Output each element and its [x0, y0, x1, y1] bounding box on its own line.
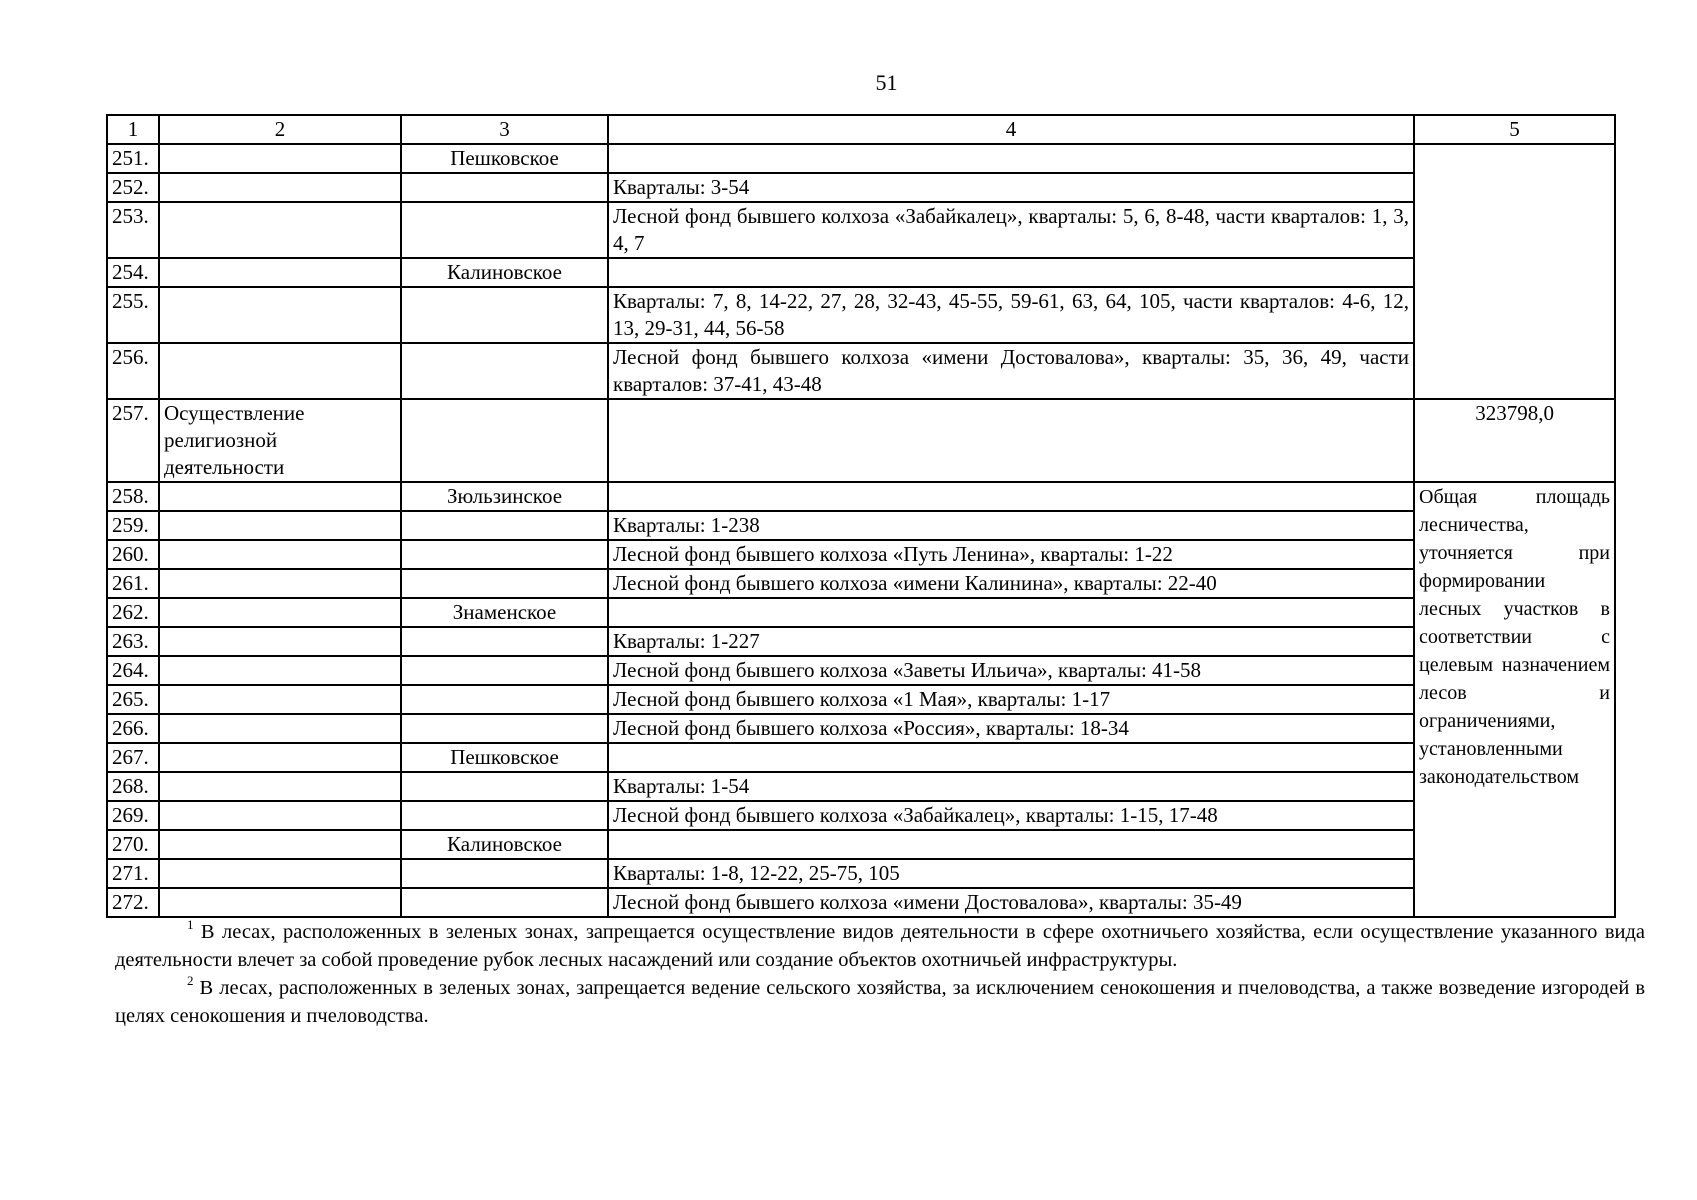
row-number: 263.: [107, 627, 159, 656]
row-number: 253.: [107, 202, 159, 258]
purpose-cell: [159, 287, 401, 343]
purpose-cell: [159, 343, 401, 399]
district-cell: [401, 859, 608, 888]
row-number: 262.: [107, 598, 159, 627]
quarters-cell: [608, 830, 1414, 859]
district-cell: [401, 511, 608, 540]
row-number: 264.: [107, 656, 159, 685]
district-cell: [401, 569, 608, 598]
table-row: [107, 287, 1615, 343]
column-header-4: 4: [608, 115, 1414, 144]
table-row: [107, 656, 1615, 685]
district-cell: [401, 627, 608, 656]
row-number: 266.: [107, 714, 159, 743]
district-cell: [401, 772, 608, 801]
table-row: [107, 743, 1615, 772]
quarters-cell: [608, 258, 1414, 287]
row-number: 257.: [107, 399, 159, 482]
area-cell: [1414, 144, 1615, 399]
table-row: [107, 830, 1615, 859]
quarters-cell: Кварталы: 7, 8, 14-22, 27, 28, 32-43, 45-55, 59-61, 63, 64, 105, части кварталов: 4-6, 12, 13, 29-31, 44, 56-58: [608, 287, 1414, 343]
row-number: 256.: [107, 343, 159, 399]
footnote-mark: 1: [187, 917, 194, 932]
table-row: [107, 888, 1615, 917]
district-cell: [401, 173, 608, 202]
quarters-cell: Лесной фонд бывшего колхоза «Россия», кварталы: 18-34: [608, 714, 1414, 743]
row-number: 259.: [107, 511, 159, 540]
table-row: [107, 511, 1615, 540]
table-row: [107, 258, 1615, 287]
quarters-cell: Лесной фонд бывшего колхоза «Путь Ленина», кварталы: 1-22: [608, 540, 1414, 569]
footnote-2: [115, 974, 1645, 1030]
column-header-2: 2: [159, 115, 401, 144]
table-header-row: [107, 115, 1615, 144]
district-cell: [401, 685, 608, 714]
district-cell: Калиновское: [401, 258, 608, 287]
purpose-cell: [159, 540, 401, 569]
purpose-cell: [159, 482, 401, 511]
quarters-cell: Кварталы: 1-227: [608, 627, 1414, 656]
footnote-text: В лесах, расположенных в зеленых зонах, запрещается ведение сельского хозяйства, за исключением сенокошения и пчеловодства, а также возведение изгородей в целях сенокошения и пчеловодства.: [115, 977, 1646, 1027]
purpose-cell: [159, 173, 401, 202]
purpose-cell: [159, 569, 401, 598]
table-row: [107, 482, 1615, 511]
district-cell: [401, 540, 608, 569]
table-row: [107, 343, 1615, 399]
quarters-cell: Лесной фонд бывшего колхоза «Забайкалец», кварталы: 5, 6, 8-48, части кварталов: 1, 3, 4, 7: [608, 202, 1414, 258]
footnote-1: [115, 918, 1645, 974]
quarters-cell: Лесной фонд бывшего колхоза «1 Мая», кварталы: 1-17: [608, 685, 1414, 714]
district-cell: Зюльзинское: [401, 482, 608, 511]
district-cell: Пешковское: [401, 743, 608, 772]
quarters-cell: Лесной фонд бывшего колхоза «имени Достовалова», кварталы: 35, 36, 49, части кварталов: 37-41, 43-48: [608, 343, 1414, 399]
purpose-cell: [159, 743, 401, 772]
quarters-cell: Лесной фонд бывшего колхоза «Заветы Ильича», кварталы: 41-58: [608, 656, 1414, 685]
table-row: [107, 714, 1615, 743]
row-number: 252.: [107, 173, 159, 202]
table-row: [107, 685, 1615, 714]
district-cell: [401, 888, 608, 917]
area-note: Общая площадь лесничества, уточняется при формировании лесных участков в соответствии с целевым назначением лесов и ограничениями, установленными законодательством: [1414, 482, 1615, 917]
row-number: 267.: [107, 743, 159, 772]
table-row: [107, 540, 1615, 569]
quarters-cell: Кварталы: 3-54: [608, 173, 1414, 202]
table-row: [107, 144, 1615, 173]
table-row: [107, 772, 1615, 801]
quarters-cell: [608, 598, 1414, 627]
purpose-cell: [159, 258, 401, 287]
table-row: [107, 627, 1615, 656]
purpose-cell: Осуществление религиозной деятельности: [159, 399, 401, 482]
district-cell: [401, 801, 608, 830]
row-number: 272.: [107, 888, 159, 917]
forest-area-table: [106, 114, 1616, 918]
table-row: [107, 598, 1615, 627]
district-cell: Пешковское: [401, 144, 608, 173]
district-cell: [401, 343, 608, 399]
quarters-cell: [608, 144, 1414, 173]
district-cell: Знаменское: [401, 598, 608, 627]
row-number: 265.: [107, 685, 159, 714]
quarters-cell: Лесной фонд бывшего колхоза «имени Достовалова», кварталы: 35-49: [608, 888, 1414, 917]
table-row: [107, 202, 1615, 258]
district-cell: [401, 287, 608, 343]
purpose-cell: [159, 801, 401, 830]
row-number: 261.: [107, 569, 159, 598]
row-number: 270.: [107, 830, 159, 859]
table-row: [107, 859, 1615, 888]
footnotes: [115, 918, 1645, 1030]
quarters-cell: Кварталы: 1-8, 12-22, 25-75, 105: [608, 859, 1414, 888]
row-number: 260.: [107, 540, 159, 569]
row-number: 258.: [107, 482, 159, 511]
column-header-3: 3: [401, 115, 608, 144]
quarters-cell: Кварталы: 1-238: [608, 511, 1414, 540]
table-row: [107, 569, 1615, 598]
row-number: 269.: [107, 801, 159, 830]
table-row: [107, 173, 1615, 202]
footnote-text: В лесах, расположенных в зеленых зонах, запрещается осуществление видов деятельности в сфере охотничьего хозяйства, если осуществление указанного вида деятельности влечет за собой проведение рубок лесных насаждений или создание объектов охотничьей инфраструктуры.: [115, 921, 1645, 971]
quarters-cell: Лесной фонд бывшего колхоза «имени Калинина», кварталы: 22-40: [608, 569, 1414, 598]
purpose-cell: [159, 144, 401, 173]
footnote-mark: 2: [187, 973, 194, 988]
page-number: 51: [875, 70, 898, 95]
purpose-cell: [159, 772, 401, 801]
row-number: 255.: [107, 287, 159, 343]
row-number: 271.: [107, 859, 159, 888]
purpose-cell: [159, 888, 401, 917]
column-header-5: 5: [1414, 115, 1615, 144]
purpose-cell: [159, 202, 401, 258]
table-row: [107, 801, 1615, 830]
table-row: [107, 399, 1615, 482]
purpose-cell: [159, 859, 401, 888]
district-cell: [401, 714, 608, 743]
purpose-cell: [159, 830, 401, 859]
column-header-1: 1: [107, 115, 159, 144]
quarters-cell: [608, 399, 1414, 482]
purpose-cell: [159, 685, 401, 714]
district-cell: Калиновское: [401, 830, 608, 859]
purpose-cell: [159, 598, 401, 627]
quarters-cell: [608, 482, 1414, 511]
district-cell: [401, 202, 608, 258]
row-number: 268.: [107, 772, 159, 801]
row-number: 251.: [107, 144, 159, 173]
quarters-cell: Кварталы: 1-54: [608, 772, 1414, 801]
quarters-cell: Лесной фонд бывшего колхоза «Забайкалец», кварталы: 1-15, 17-48: [608, 801, 1414, 830]
purpose-cell: [159, 714, 401, 743]
district-cell: [401, 656, 608, 685]
purpose-cell: [159, 511, 401, 540]
quarters-cell: [608, 743, 1414, 772]
row-number: 254.: [107, 258, 159, 287]
area-value: 323798,0: [1414, 399, 1615, 482]
purpose-cell: [159, 656, 401, 685]
district-cell: [401, 399, 608, 482]
purpose-cell: [159, 627, 401, 656]
